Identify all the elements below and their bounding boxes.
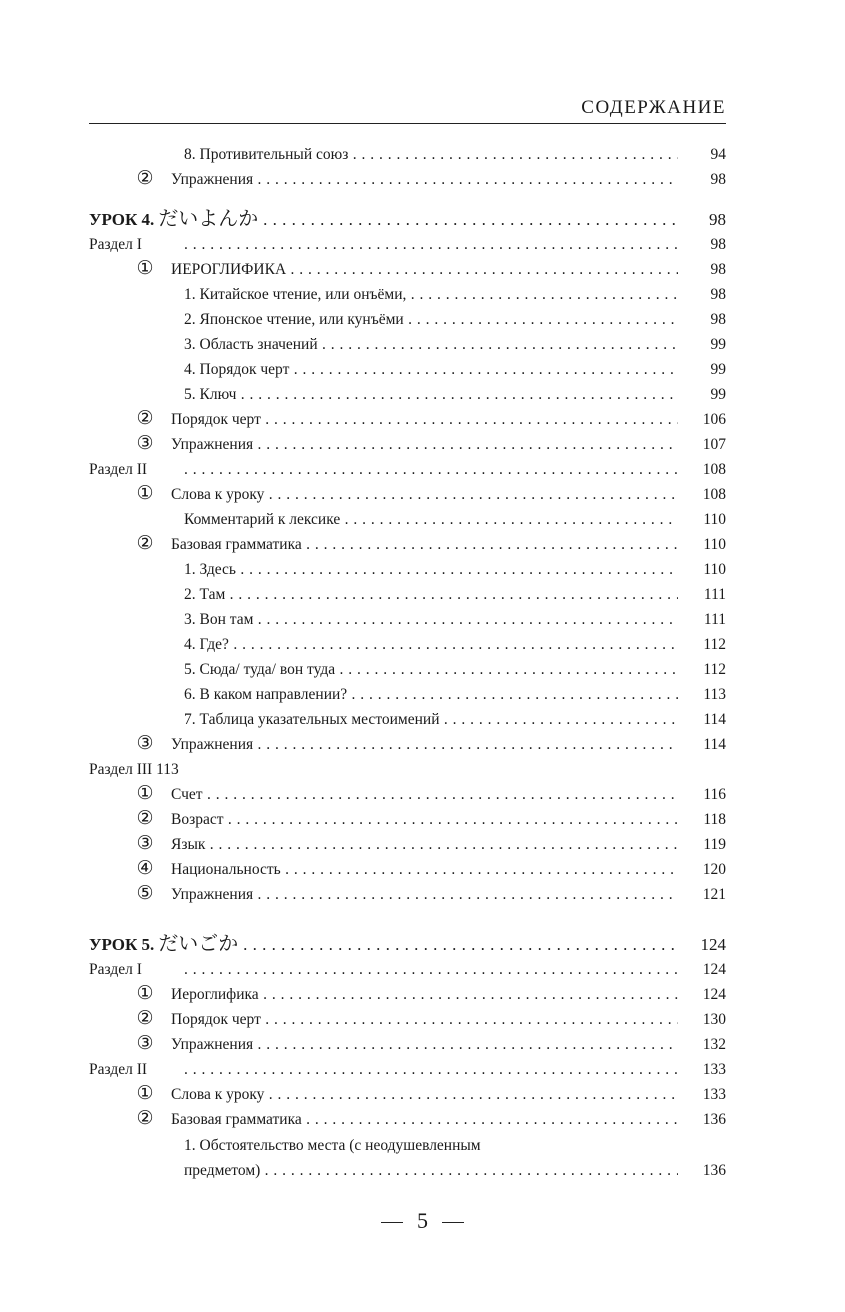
- footer-dash-left: [381, 1222, 403, 1223]
- toc-entry-text: Слова к уроку: [171, 486, 265, 503]
- lesson-japanese-title: だいごか: [158, 933, 239, 955]
- toc-row: [89, 1133, 726, 1158]
- toc-page-number: 113: [703, 686, 726, 703]
- toc-row: [89, 1107, 726, 1132]
- toc-page-number: 124: [702, 986, 726, 1003]
- toc-row: [89, 332, 726, 357]
- toc-page-number: 132: [702, 1036, 726, 1053]
- toc-page-number: 118: [703, 811, 726, 828]
- toc-section-label: Раздел III 113: [89, 761, 179, 778]
- running-header: [89, 93, 726, 124]
- toc-entry-text: 6. В каком направлении?: [184, 686, 348, 703]
- toc-row: [89, 832, 726, 857]
- toc-circled-number: ③: [136, 733, 154, 754]
- toc-page-number: 111: [703, 611, 726, 628]
- toc-entry-title: [184, 142, 678, 167]
- toc-page-number: 136: [702, 1111, 726, 1128]
- toc-entry-text: Базовая грамматика: [171, 536, 302, 553]
- toc-row: [89, 282, 726, 307]
- toc-row: [89, 982, 726, 1007]
- toc-entry-text: 5. Сюда/ туда/ вон туда: [184, 661, 336, 678]
- toc-entry-text: 7. Таблица указательных местоимений: [184, 711, 440, 728]
- toc-entry-title: [171, 782, 678, 807]
- toc-page-number: 133: [702, 1061, 726, 1078]
- toc-circled-number: ④: [136, 858, 154, 879]
- toc-entry-title: [184, 307, 678, 332]
- toc-row: [89, 707, 726, 732]
- toc-entry-title: [171, 1082, 678, 1107]
- toc-entry-title: [89, 932, 678, 957]
- toc-entry-title: [184, 657, 678, 682]
- toc-page-number: 108: [702, 486, 726, 503]
- toc-page-number: 98: [710, 286, 726, 303]
- toc-entry-title: [184, 582, 678, 607]
- toc-row: [89, 257, 726, 282]
- toc-entry-title: [184, 707, 678, 732]
- toc-row: [89, 1007, 726, 1032]
- toc-page-number: 120: [702, 861, 726, 878]
- toc-circled-number: ②: [136, 168, 154, 189]
- toc-row: [89, 407, 726, 432]
- toc-circled-number: ①: [136, 258, 154, 279]
- toc-entry-title: [184, 1133, 678, 1158]
- toc-entry-text: Базовая грамматика: [171, 1111, 302, 1128]
- toc-entry-text: Упражнения: [171, 436, 254, 453]
- toc-section-label: Раздел I: [89, 236, 142, 253]
- toc-entry-title: [184, 357, 678, 382]
- toc-entry-title: [171, 857, 678, 882]
- toc-row: [89, 167, 726, 192]
- toc-page-number: 110: [703, 536, 726, 553]
- toc-circled-number: ①: [136, 1083, 154, 1104]
- toc-entry-text: 3. Область значений: [184, 336, 318, 353]
- toc-entry-text: Иероглифика: [171, 986, 259, 1003]
- toc-entry-text: 3. Вон там: [184, 611, 254, 628]
- toc-circled-number: ③: [136, 433, 154, 454]
- toc-entry-text: Порядок черт: [171, 1011, 261, 1028]
- toc-entry-title: [184, 632, 678, 657]
- toc-row: [89, 882, 726, 907]
- toc-row: [89, 657, 726, 682]
- toc-entry-text: Национальность: [171, 861, 281, 878]
- toc-entry-text: 1. Здесь: [184, 561, 236, 578]
- toc-page-number: 112: [703, 636, 726, 653]
- toc-row: [89, 507, 726, 532]
- toc-entry-title: [184, 232, 678, 257]
- toc-entry-text: Упражнения: [171, 736, 254, 753]
- toc-entry-title: [171, 432, 678, 457]
- toc-circled-number: ①: [136, 983, 154, 1004]
- toc-page-number: 99: [710, 361, 726, 378]
- toc-circled-number: ⑤: [136, 883, 154, 904]
- toc-circled-number: ②: [136, 408, 154, 429]
- toc-lesson-row: [89, 207, 726, 232]
- toc-entry-text: 1. Китайское чтение, или онъёми,: [184, 286, 407, 303]
- toc-page-number: 114: [703, 736, 726, 753]
- toc-entry-text: предметом): [184, 1162, 261, 1179]
- toc-circled-number: ②: [136, 1008, 154, 1029]
- toc-page-number: 99: [710, 386, 726, 403]
- toc-entry-title: [171, 257, 678, 282]
- toc-row: [89, 382, 726, 407]
- toc-row: [89, 1032, 726, 1057]
- toc-entry-title: [184, 1158, 678, 1183]
- footer-dash-right: [442, 1222, 464, 1223]
- toc-circled-number: ②: [136, 533, 154, 554]
- toc-entry-title: [171, 832, 678, 857]
- toc-page-number: 94: [710, 146, 726, 163]
- lesson-japanese-title: だいよんか: [158, 208, 259, 230]
- toc-row: [89, 482, 726, 507]
- toc-circled-number: ②: [136, 808, 154, 829]
- toc-row: [89, 432, 726, 457]
- toc-page-number: 130: [702, 1011, 726, 1028]
- toc-entry-text: ИЕРОГЛИФИКА: [171, 261, 287, 278]
- toc-page-number: 98: [710, 311, 726, 328]
- toc-row: [89, 807, 726, 832]
- toc-row: [89, 957, 726, 982]
- toc-page-number: 110: [703, 511, 726, 528]
- toc-page-number: 111: [703, 586, 726, 603]
- toc-entry-title: [171, 1107, 678, 1132]
- toc-entry-text: 2. Японское чтение, или кунъёми: [184, 311, 404, 328]
- toc-page-number: 112: [703, 661, 726, 678]
- toc-entry-title: [171, 807, 678, 832]
- toc-page-number: 106: [702, 411, 726, 428]
- toc-entry-text: Упражнения: [171, 1036, 254, 1053]
- toc-page-number: 108: [702, 461, 726, 478]
- toc-entry-text: Порядок черт: [171, 411, 261, 428]
- toc-entry-title: [184, 457, 678, 482]
- toc-page-number: 98: [710, 261, 726, 278]
- toc-circled-number: ②: [136, 1108, 154, 1129]
- toc-entry-text: Возраст: [171, 811, 224, 828]
- toc-row: [89, 607, 726, 632]
- toc-entry-title: [184, 507, 678, 532]
- toc-row: [89, 582, 726, 607]
- toc-row: [89, 1057, 726, 1082]
- toc-entry-text: 4. Порядок черт: [184, 361, 290, 378]
- toc-entry-text: 1. Обстоятельство места (с неодушевленным: [184, 1137, 481, 1154]
- toc-entry-title: [184, 557, 678, 582]
- toc-entry-title: [171, 1007, 678, 1032]
- lesson-label: УРОК 5.: [89, 935, 155, 954]
- toc-entry-title: [171, 482, 678, 507]
- toc-section-label: Раздел II: [89, 1061, 148, 1078]
- toc-entry-text: Комментарий к лексике: [184, 511, 341, 528]
- toc-page-number: 133: [702, 1086, 726, 1103]
- toc-row: [89, 1082, 726, 1107]
- toc-entry-title: [184, 607, 678, 632]
- toc-entry-text: Слова к уроку: [171, 1086, 265, 1103]
- toc-circled-number: ③: [136, 833, 154, 854]
- toc-circled-number: ①: [136, 783, 154, 804]
- toc-row: [89, 682, 726, 707]
- toc-lesson-row: [89, 932, 726, 957]
- toc-entry-text: 8. Противительный союз: [184, 146, 349, 163]
- toc-page-number: 116: [703, 786, 726, 803]
- toc-entry-title: [171, 1032, 678, 1057]
- toc-page-number: 119: [703, 836, 726, 853]
- toc-entry-title: [89, 207, 678, 232]
- toc-page-number: 98: [709, 210, 726, 229]
- toc-entry-text: 4. Где?: [184, 636, 229, 653]
- toc-row: [89, 632, 726, 657]
- toc-section-label: Раздел II: [89, 461, 148, 478]
- toc-entry-title: [171, 167, 678, 192]
- toc-entry-title: [184, 957, 678, 982]
- toc-entry-text: 5. Ключ: [184, 386, 237, 403]
- toc-page-number: 136: [702, 1162, 726, 1179]
- toc-page-number: 99: [710, 336, 726, 353]
- toc-entry-title: [184, 1057, 678, 1082]
- toc-entry-title: [184, 282, 678, 307]
- toc-entry-title: [171, 882, 678, 907]
- toc-row: [89, 557, 726, 582]
- toc-entry-text: Язык: [171, 836, 206, 853]
- toc-page-number: 98: [710, 171, 726, 188]
- toc-row: [89, 532, 726, 557]
- toc-entry-title: [171, 407, 678, 432]
- page-number: 5: [417, 1208, 428, 1233]
- toc-page-number: 124: [702, 961, 726, 978]
- toc-page-number: 107: [702, 436, 726, 453]
- toc-circled-number: ①: [136, 483, 154, 504]
- toc-entry-title: [184, 332, 678, 357]
- toc-row: [89, 142, 726, 167]
- toc-entry-text: Счет: [171, 786, 203, 803]
- toc-row: [89, 732, 726, 757]
- toc-row: [89, 782, 726, 807]
- toc-row: [89, 307, 726, 332]
- toc-row: [89, 457, 726, 482]
- toc-entry-text: Упражнения: [171, 171, 254, 188]
- toc-entry-title: [184, 382, 678, 407]
- toc-section-label: Раздел I: [89, 961, 142, 978]
- toc-row: [89, 757, 726, 782]
- toc-circled-number: ③: [136, 1033, 154, 1054]
- page-footer: [0, 1208, 845, 1234]
- toc-page-number: 114: [703, 711, 726, 728]
- toc-entry-text: Упражнения: [171, 886, 254, 903]
- toc-page-number: 98: [710, 236, 726, 253]
- toc-entry-text: 2. Там: [184, 586, 226, 603]
- toc-row: [89, 232, 726, 257]
- toc-row: [89, 857, 726, 882]
- toc-row: [89, 357, 726, 382]
- toc-entry-title: [171, 982, 678, 1007]
- toc-page-number: 121: [702, 886, 726, 903]
- toc-entry-title: [171, 732, 678, 757]
- toc-entry-title: [184, 682, 678, 707]
- toc-page-number: 124: [700, 935, 726, 954]
- lesson-label: УРОК 4.: [89, 210, 155, 229]
- toc-page-number: 110: [703, 561, 726, 578]
- toc-entry-title: [171, 532, 678, 557]
- toc-row: [89, 1158, 726, 1183]
- header-title: СОДЕРЖАНИЕ: [581, 97, 726, 118]
